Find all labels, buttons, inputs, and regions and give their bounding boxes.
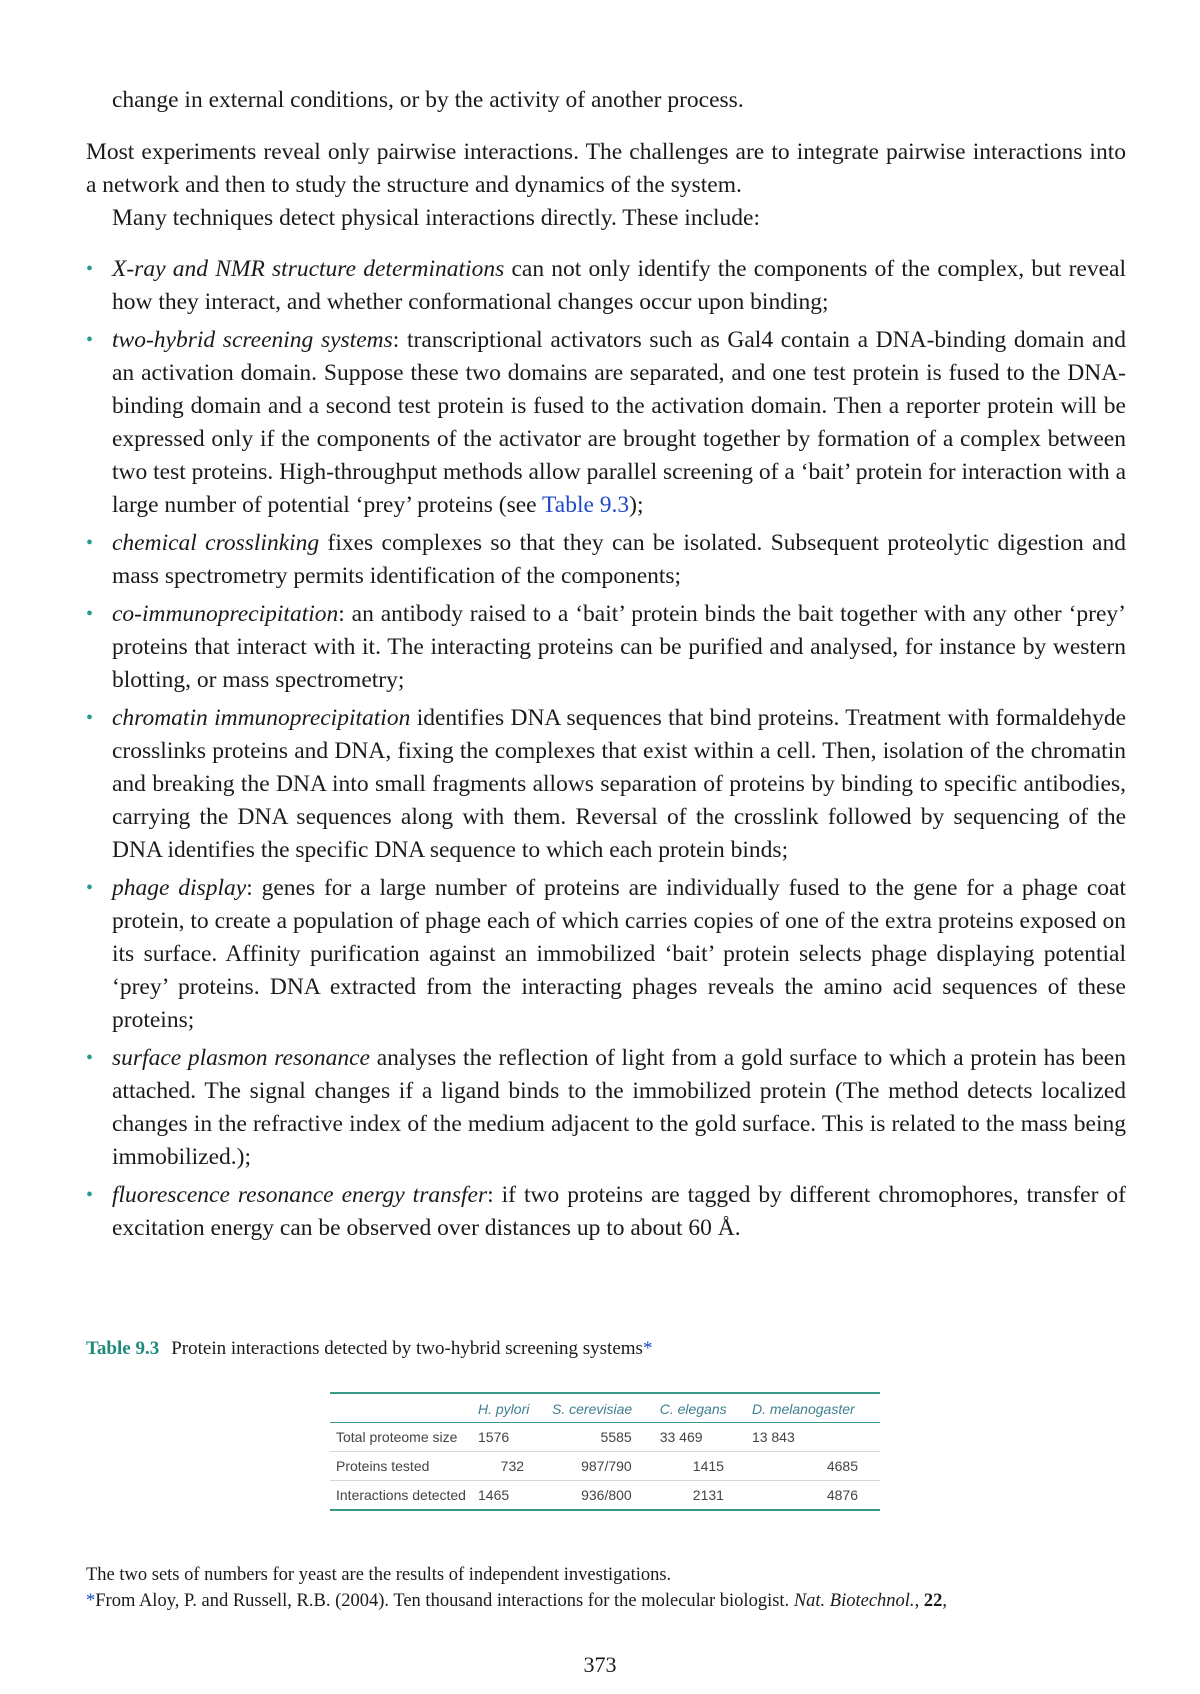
table-cell: 1465 — [472, 1481, 546, 1511]
column-header: H. pylori — [472, 1393, 546, 1423]
row-label: Interactions detected — [330, 1481, 472, 1511]
technique-term: chemical crosslinking — [112, 530, 320, 556]
table-cell: 13 843 — [746, 1423, 880, 1452]
table-caption — [86, 1336, 652, 1362]
citation-text: From Aloy, P. and Russell, R.B. (2004). Ten thousand interactions for the molecular biologist. — [95, 1591, 794, 1611]
row-label: Proteins tested — [330, 1452, 472, 1481]
footnote-marker: * — [86, 1591, 96, 1611]
technique-term: surface plasmon resonance — [112, 1045, 370, 1071]
column-header — [330, 1393, 472, 1423]
continuation-line: change in external conditions, or by the activity of another process. — [112, 87, 744, 113]
list-item — [86, 324, 1126, 522]
technique-description: : an antibody raised to a ‘bait’ protein binds the bait together with any other ‘prey’ proteins that interact with it. The interacting proteins can be purified and analysed, for instance by western blotting, or mass spectrometry; — [112, 601, 1126, 693]
technique-term: two-hybrid screening systems — [112, 327, 393, 353]
list-item — [86, 1042, 1126, 1174]
intro-paragraph: Most experiments reveal only pairwise interactions. The challenges are to integrate pairwise interactions into a network and then to study the structure and dynamics of the system. — [86, 139, 1126, 198]
table-header-row — [330, 1393, 880, 1423]
page-number: 373 — [583, 1652, 617, 1677]
technique-description: identifies DNA sequences that bind proteins. Treatment with formaldehyde crosslinks proteins and DNA, fixing the complexes that exist within a cell. Then, isolation of the chromatin and breaking the DNA into small fragments allows separation of proteins by binding to specific antibodies, carrying the DNA sequences along with them. Reversal of the crosslink followed by sequencing of the DNA identifies the specific DNA sequence to which each protein binds; — [112, 705, 1126, 863]
technique-term: chromatin immunoprecipitation — [112, 705, 411, 731]
table-cell: 33 469 — [654, 1423, 746, 1452]
technique-term: co-immunoprecipitation — [112, 601, 339, 627]
technique-term: fluorescence resonance energy transfer — [112, 1182, 488, 1208]
table-row — [330, 1452, 880, 1481]
list-item — [86, 1179, 1126, 1245]
table-cell: 1415 — [654, 1452, 746, 1481]
bullet-icon: • — [86, 1047, 94, 1069]
bullet-icon: • — [86, 1184, 94, 1206]
table-caption-text: Protein interactions detected by two-hybrid screening systems — [171, 1338, 643, 1359]
table-cell: 732 — [472, 1452, 546, 1481]
citation-separator: , — [914, 1591, 924, 1611]
list-item — [86, 702, 1126, 867]
list-item — [86, 872, 1126, 1037]
technique-term: X-ray and NMR structure determinations — [112, 256, 505, 282]
table-cell: 4876 — [746, 1481, 880, 1511]
interactions-table — [330, 1392, 880, 1511]
technique-description: : transcriptional activators such as Gal4 contain a DNA-binding domain and an activation domain. Suppose these two domains are separated, and one test protein is fused to the DNA-binding domain and a second test protein is fused to the activation domain. Then a reporter protein will be expressed only if the components of the activator are brought together by formation of a complex between two test proteins. High-throughput methods allow parallel screening of a ‘bait’ protein for interaction with a large number of potential ‘prey’ proteins (see — [112, 327, 1126, 518]
technique-description: can not only identify the components of the complex, but reveal how they interact, and whether conformational changes occur upon binding; — [112, 256, 1126, 315]
table-cell: 987/790 — [546, 1452, 654, 1481]
technique-description: fixes complexes so that they can be isolated. Subsequent proteolytic digestion and mass spectrometry permits identification of the components; — [112, 530, 1126, 589]
technique-description-tail: ); — [629, 492, 644, 518]
table-cell: 5585 — [546, 1423, 654, 1452]
column-header: S. cerevisiae — [546, 1393, 654, 1423]
bullet-icon: • — [86, 532, 94, 554]
table-reference-link[interactable]: Table 9.3 — [542, 492, 630, 518]
citation-end: , — [942, 1591, 947, 1611]
table-footnote: The two sets of numbers for yeast are the results of independent investigations. — [86, 1565, 672, 1585]
footnote-marker-link[interactable]: * — [642, 1338, 653, 1359]
bullet-icon: • — [86, 877, 94, 899]
table-row — [330, 1481, 880, 1511]
table-cell: 2131 — [654, 1481, 746, 1511]
column-header: D. melanogaster — [746, 1393, 880, 1423]
techniques-lead-in: Many techniques detect physical interactions directly. These include: — [112, 205, 760, 231]
list-item — [86, 527, 1126, 593]
journal-name: Nat. Biotechnol. — [793, 1591, 915, 1611]
list-item — [86, 598, 1126, 697]
bullet-icon: • — [86, 258, 94, 280]
bullet-icon: • — [86, 329, 94, 351]
bullet-icon: • — [86, 707, 94, 729]
row-label: Total proteome size — [330, 1423, 472, 1452]
bullet-icon: • — [86, 603, 94, 625]
table-label: Table 9.3 — [86, 1338, 160, 1359]
table-cell: 4685 — [746, 1452, 880, 1481]
source-citation — [86, 1588, 1126, 1614]
column-header: C. elegans — [654, 1393, 746, 1423]
table-row — [330, 1423, 880, 1452]
table-cell: 1576 — [472, 1423, 546, 1452]
journal-volume: 22 — [923, 1591, 943, 1611]
technique-term: phage display — [112, 875, 247, 901]
table-cell: 936/800 — [546, 1481, 654, 1511]
list-item — [86, 253, 1126, 319]
technique-description: : genes for a large number of proteins are individually fused to the gene for a phage coat protein, to create a population of phage each of which carries copies of one of the extra proteins exposed on its surface. Affinity purification against an immobilized ‘bait’ protein selects phage displaying potential ‘prey’ proteins. DNA extracted from the interacting phages reveals the amino acid sequences of these proteins; — [112, 875, 1126, 1033]
technique-description: analyses the reflection of light from a gold surface to which a protein has been attached. The signal changes if a ligand binds to the immobilized protein (The method detects localized changes in the refractive index of the medium adjacent to the gold surface. This is related to the mass being immobilized.); — [112, 1045, 1126, 1170]
technique-description: : if two proteins are tagged by different chromophores, transfer of excitation energy can be observed over distances up to about 60 Å. — [112, 1182, 1126, 1241]
techniques-list — [86, 253, 1126, 1250]
